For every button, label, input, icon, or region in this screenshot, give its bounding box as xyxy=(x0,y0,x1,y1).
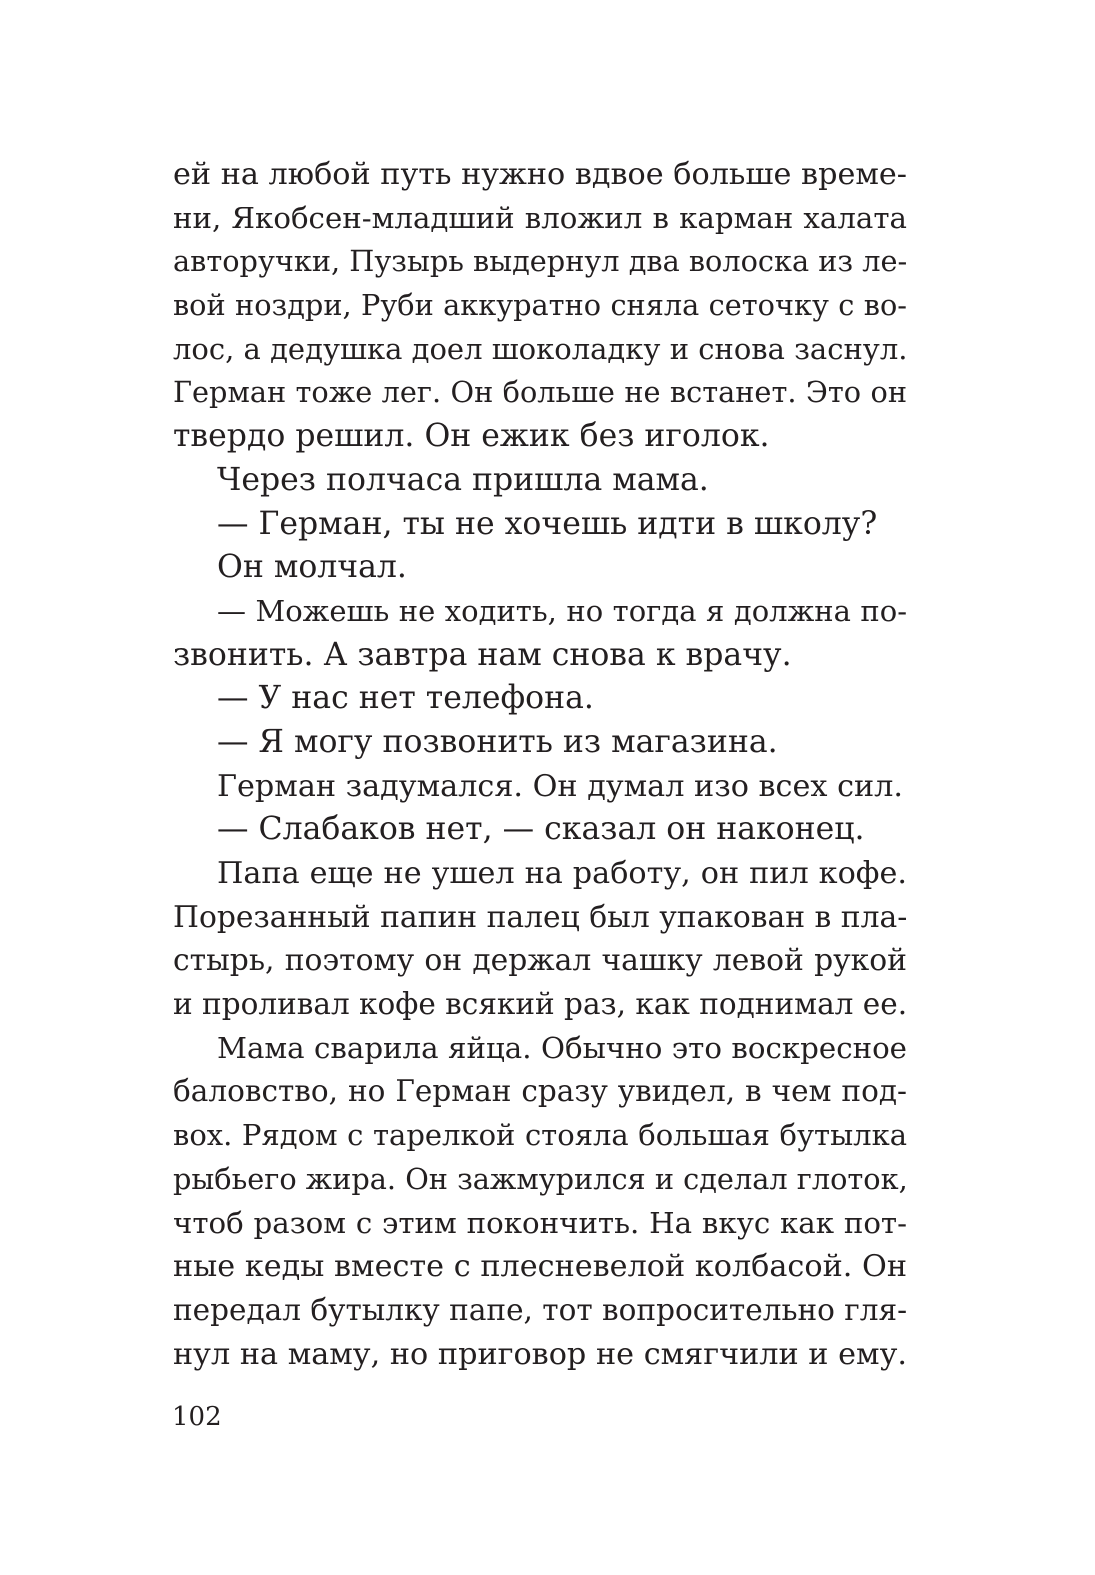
text-line: — Я могу позвонить из магазина. xyxy=(217,723,778,760)
text-line: Через полчаса пришла мама. xyxy=(217,461,709,498)
text-line: лос, а дедушка доел шоколадку и снова заснул. xyxy=(173,331,908,366)
text-line: ные кеды вместе с плесневелой колбасой. Он xyxy=(173,1249,907,1285)
text-line: и проливал кофе всякий раз, как поднимал ее. xyxy=(173,987,908,1022)
text-line: Он молчал. xyxy=(217,549,407,586)
text-line: — Слабаков нет, — сказал он наконец. xyxy=(217,811,865,848)
text-line: чтоб разом с этим покончить. На вкус как пот- xyxy=(173,1205,907,1240)
text-line: Герман тоже лег. Он больше не встанет. Это он xyxy=(173,375,907,410)
text-line: Мама сварила яйца. Обычно это воскресное xyxy=(217,1030,907,1065)
text-line: звонить. А завтра нам снова к врачу. xyxy=(173,636,792,673)
text-line: вой ноздри, Руби аккуратно сняла сеточку с во- xyxy=(173,288,907,323)
text-line: Папа еще не ушел на работу, он пил кофе. xyxy=(217,856,907,891)
text-line: передал бутылку папе, тот вопросительно гля- xyxy=(173,1292,908,1327)
text-line: авторучки, Пузырь выдернул два волоска из ле- xyxy=(173,244,908,279)
text-line: Порезанный папин палец был упакован в пла- xyxy=(173,899,908,935)
text-line: стырь, поэтому он держал чашку левой рукой xyxy=(173,943,907,979)
text-line: — Герман, ты не хочешь идти в школу? xyxy=(217,505,878,542)
text-line: ей на любой путь нужно вдвое больше време- xyxy=(173,157,907,192)
text-line: — Можешь не ходить, но тогда я должна по- xyxy=(217,593,907,628)
text-line: — У нас нет телефона. xyxy=(217,680,594,717)
body-text xyxy=(173,153,907,1376)
page-number: 102 xyxy=(172,1402,222,1432)
text-line: рыбьего жира. Он зажмурился и сделал глоток, xyxy=(173,1161,908,1196)
text-line: Герман задумался. Он думал изо всех сил. xyxy=(217,768,904,804)
text-line: вох. Рядом с тарелкой стояла большая бутылка xyxy=(173,1118,907,1153)
text-line: твердо решил. Он ежик без иголок. xyxy=(173,418,770,455)
text-line: ни, Якобсен-младший вложил в карман халата xyxy=(173,200,907,235)
text-line: баловство, но Герман сразу увидел, в чем под- xyxy=(173,1074,907,1109)
text-line: нул на маму, но приговор не смягчили и ему. xyxy=(173,1336,907,1372)
